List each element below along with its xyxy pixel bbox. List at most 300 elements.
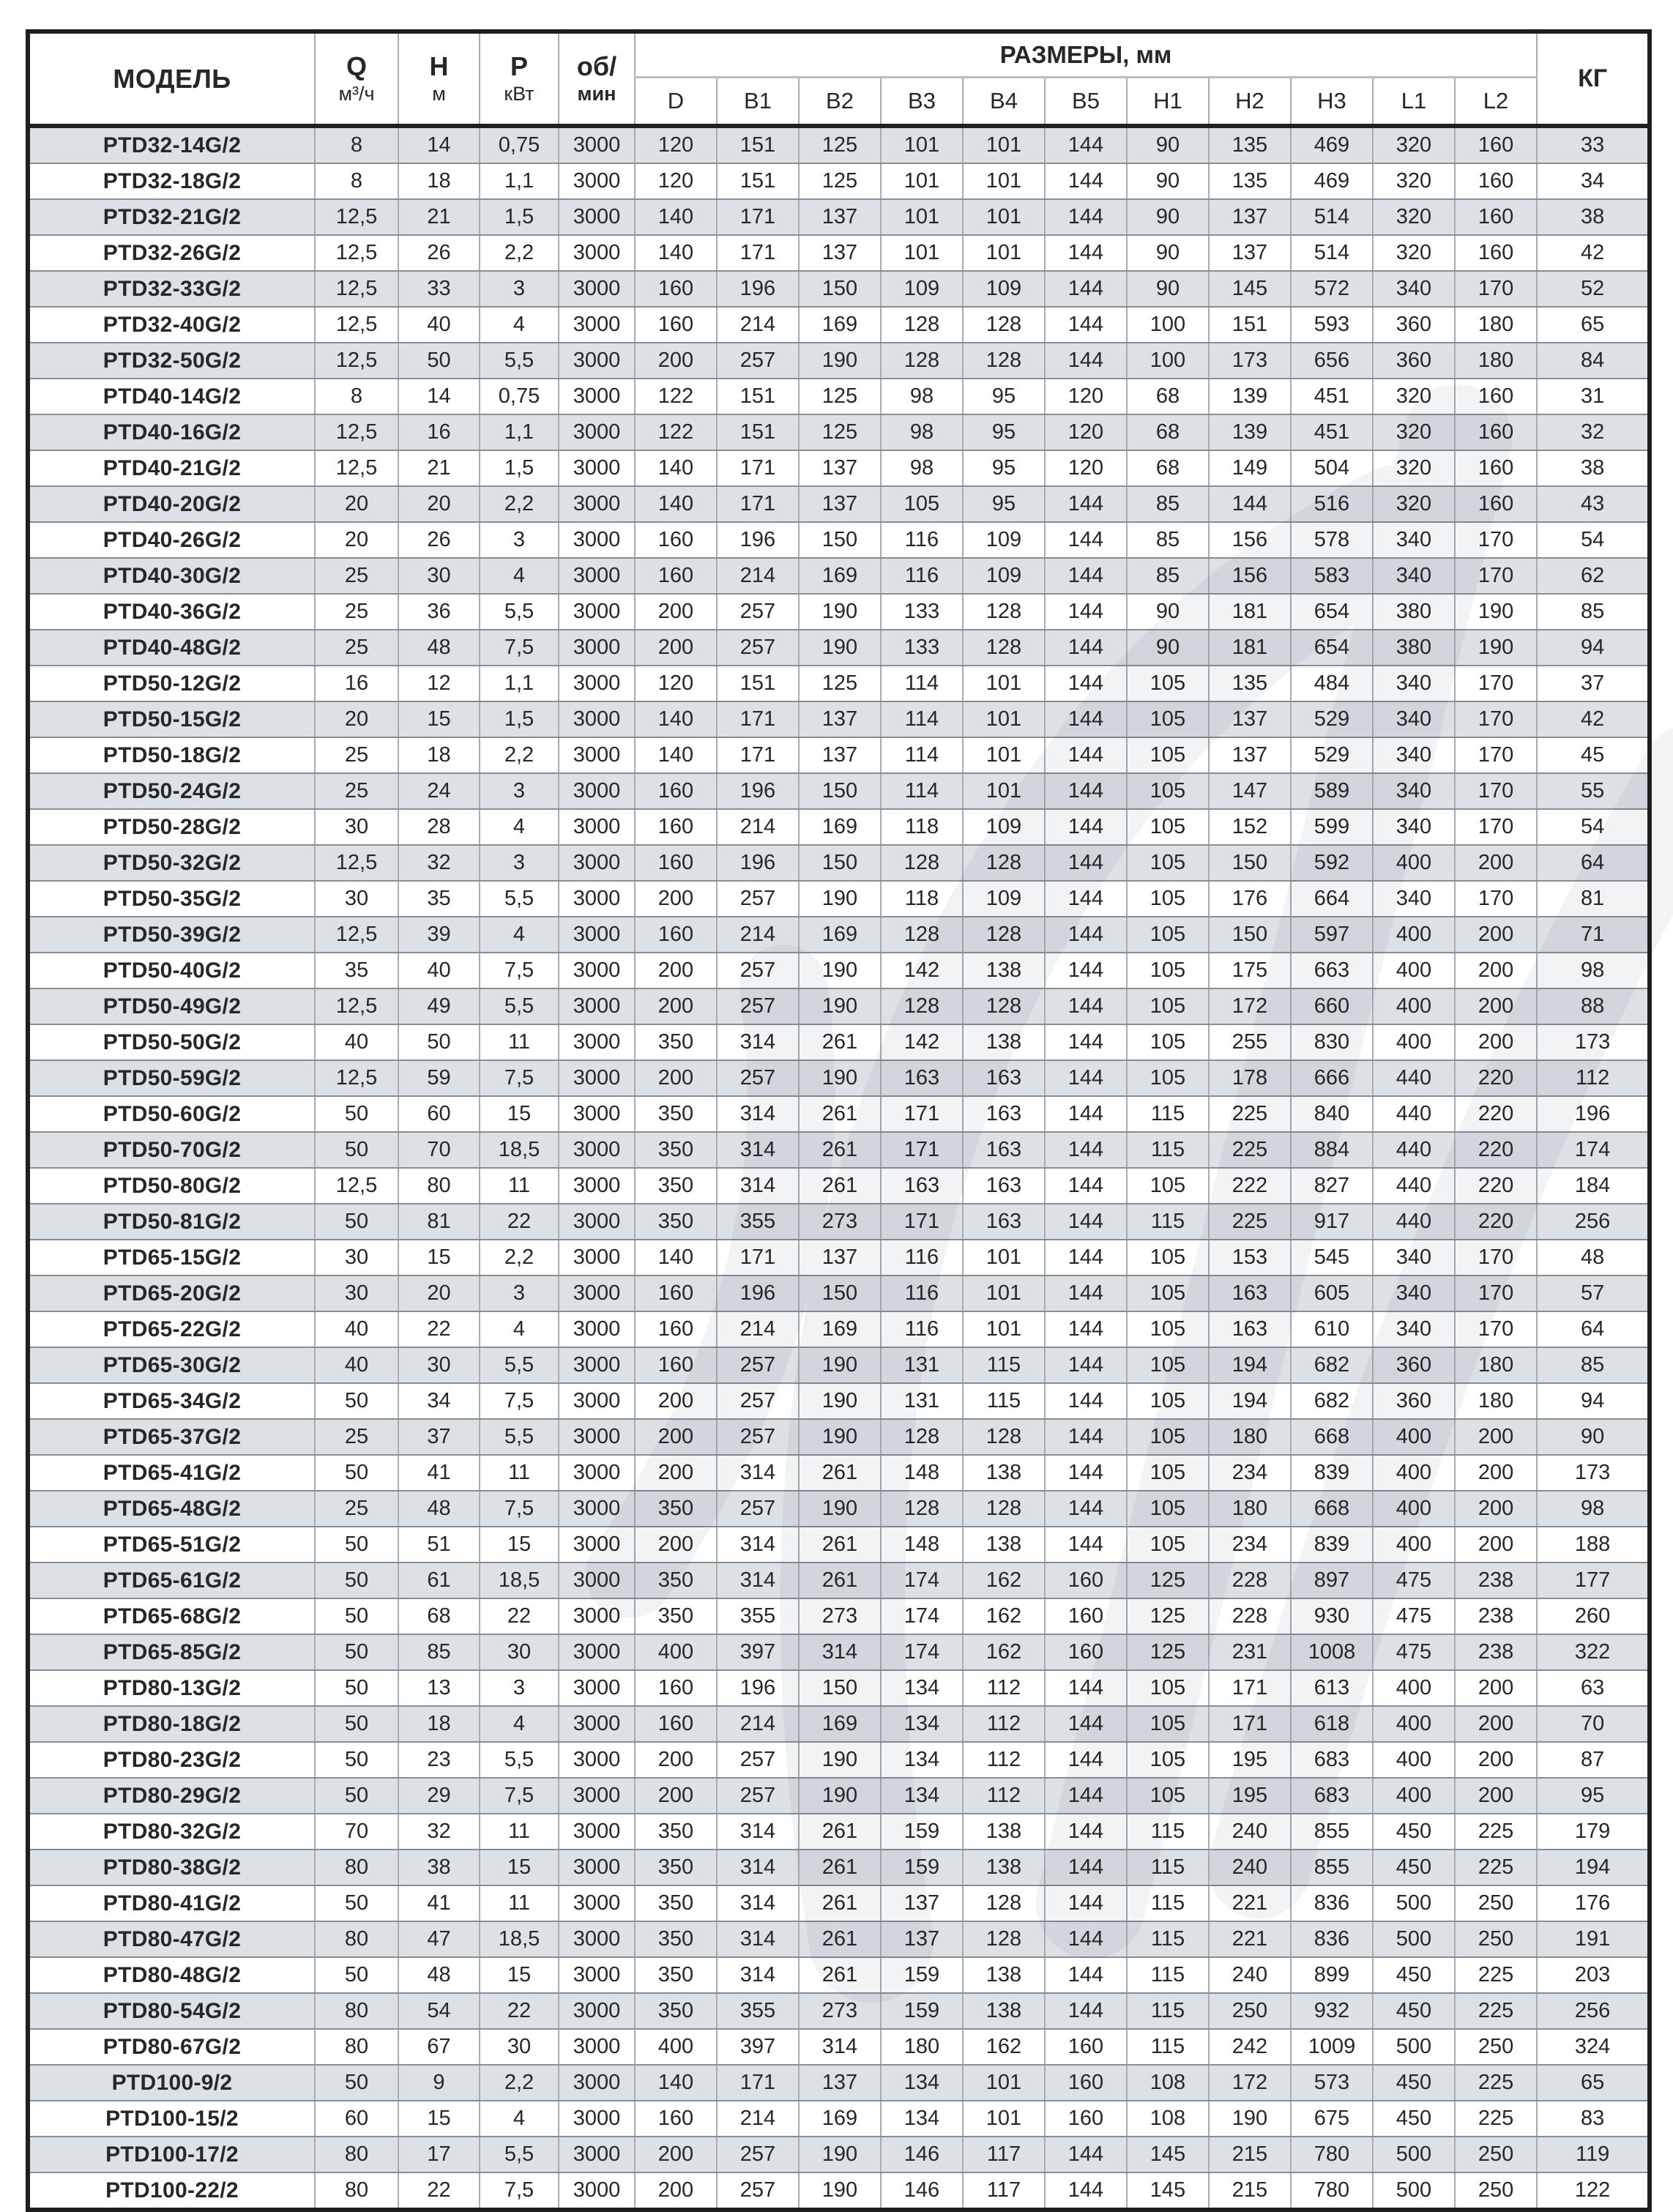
value-cell: 932 [1291,1993,1373,2029]
value-cell: 108 [1127,2065,1209,2101]
value-cell: 138 [963,1993,1045,2029]
value-cell: 214 [717,307,799,343]
value-cell: 355 [717,1204,799,1240]
value-cell: 50 [315,2065,398,2101]
value-cell: 160 [1455,486,1537,522]
value-cell: 117 [963,2172,1045,2210]
value-cell: 145 [1127,2137,1209,2172]
value-cell: 255 [1209,1024,1291,1060]
value-cell: 90 [1537,1419,1650,1455]
value-cell: 85 [1127,522,1209,558]
value-cell: 3000 [559,1347,635,1383]
value-cell: 60 [398,1096,480,1132]
model-cell: PTD50-49G/2 [28,988,315,1024]
value-cell: 3000 [559,1742,635,1778]
value-cell: 159 [881,1814,963,1850]
value-cell: 450 [1373,2065,1455,2101]
value-cell: 350 [635,1096,717,1132]
value-cell: 52 [1537,271,1650,307]
table-row [28,1527,1650,1563]
value-cell: 101 [963,737,1045,773]
value-cell: 146 [881,2172,963,2210]
value-cell: 88 [1537,988,1650,1024]
value-cell: 12,5 [315,307,398,343]
table-row [28,1778,1650,1814]
value-cell: 250 [1455,1921,1537,1957]
value-cell: 128 [963,988,1045,1024]
value-cell: 70 [398,1132,480,1168]
value-cell: 593 [1291,307,1373,343]
value-cell: 160 [635,558,717,594]
value-cell: 105 [1127,1455,1209,1491]
table-row [28,450,1650,486]
value-cell: 163 [1209,1311,1291,1347]
value-cell: 500 [1373,1921,1455,1957]
value-cell: 1,5 [480,199,559,235]
value-cell: 160 [1455,450,1537,486]
value-cell: 25 [315,737,398,773]
value-cell: 101 [963,773,1045,809]
value-cell: 65 [1537,2065,1650,2101]
value-cell: 115 [963,1383,1045,1419]
value-cell: 12,5 [315,1168,398,1204]
model-cell: PTD80-67G/2 [28,2029,315,2065]
value-cell: 144 [1045,1742,1127,1778]
value-cell: 0,75 [480,379,559,414]
rpm-unit-label: мин [577,83,616,105]
value-cell: 200 [635,953,717,988]
model-cell: PTD50-24G/2 [28,773,315,809]
value-cell: 250 [1209,1993,1291,2029]
value-cell: 85 [398,1634,480,1670]
value-cell: 190 [799,1419,881,1455]
value-cell: 475 [1373,1598,1455,1634]
value-cell: 163 [1209,1276,1291,1311]
table-row [28,594,1650,630]
model-cell: PTD80-38G/2 [28,1850,315,1885]
value-cell: 225 [1455,1814,1537,1850]
model-cell: PTD40-16G/2 [28,414,315,450]
value-cell: 146 [881,2137,963,2172]
value-cell: 3000 [559,1706,635,1742]
value-cell: 144 [1045,1096,1127,1132]
value-cell: 314 [717,1096,799,1132]
value-cell: 112 [963,1742,1045,1778]
value-cell: 105 [1127,1347,1209,1383]
value-cell: 196 [717,271,799,307]
model-cell: PTD80-41G/2 [28,1885,315,1921]
value-cell: 171 [717,450,799,486]
value-cell: 190 [799,1383,881,1419]
value-cell: 188 [1537,1527,1650,1563]
value-cell: 128 [963,1921,1045,1957]
value-cell: 3000 [559,2065,635,2101]
value-cell: 105 [1127,1491,1209,1527]
value-cell: 144 [1045,163,1127,199]
value-cell: 90 [1127,126,1209,163]
value-cell: 163 [963,1132,1045,1168]
value-cell: 15 [480,1850,559,1885]
value-cell: 181 [1209,630,1291,666]
value-cell: 120 [1045,450,1127,486]
value-cell: 180 [1209,1491,1291,1527]
power-label: Р [510,51,528,82]
value-cell: 200 [635,343,717,379]
value-cell: 400 [1373,1455,1455,1491]
value-cell: 55 [1537,773,1650,809]
value-cell: 234 [1209,1455,1291,1491]
column-header-H1: H1 [1127,78,1209,127]
value-cell: 105 [1127,1240,1209,1276]
value-cell: 836 [1291,1921,1373,1957]
value-cell: 3000 [559,594,635,630]
value-cell: 190 [799,343,881,379]
value-cell: 40 [315,1024,398,1060]
column-header-B5: B5 [1045,78,1127,127]
model-cell: PTD40-30G/2 [28,558,315,594]
value-cell: 101 [881,199,963,235]
value-cell: 160 [635,522,717,558]
value-cell: 200 [1455,1527,1537,1563]
value-cell: 137 [799,2065,881,2101]
value-cell: 3000 [559,522,635,558]
value-cell: 400 [1373,1024,1455,1060]
value-cell: 3000 [559,163,635,199]
value-cell: 115 [1127,1993,1209,2029]
model-cell: PTD32-14G/2 [28,126,315,163]
value-cell: 109 [963,271,1045,307]
value-cell: 683 [1291,1778,1373,1814]
value-cell: 3000 [559,666,635,701]
value-cell: 1,5 [480,450,559,486]
value-cell: 135 [1209,126,1291,163]
value-cell: 137 [799,235,881,271]
value-cell: 128 [881,1491,963,1527]
value-cell: 170 [1455,558,1537,594]
value-cell: 360 [1373,343,1455,379]
value-cell: 144 [1045,1419,1127,1455]
table-row [28,1885,1650,1921]
value-cell: 200 [635,881,717,917]
value-cell: 240 [1209,1814,1291,1850]
value-cell: 174 [881,1563,963,1598]
value-cell: 400 [635,2029,717,2065]
table-row [28,1347,1650,1383]
value-cell: 140 [635,199,717,235]
value-cell: 151 [717,163,799,199]
value-cell: 63 [1537,1670,1650,1706]
value-cell: 200 [635,2172,717,2210]
value-cell: 12,5 [315,1060,398,1096]
table-row [28,1132,1650,1168]
value-cell: 257 [717,1778,799,1814]
value-cell: 597 [1291,917,1373,953]
value-cell: 780 [1291,2172,1373,2210]
value-cell: 231 [1209,1634,1291,1670]
value-cell: 144 [1045,1993,1127,2029]
value-cell: 115 [1127,1921,1209,1957]
value-cell: 214 [717,2101,799,2137]
model-cell: PTD65-22G/2 [28,1311,315,1347]
value-cell: 3000 [559,1527,635,1563]
value-cell: 440 [1373,1204,1455,1240]
value-cell: 190 [799,953,881,988]
value-cell: 144 [1045,2137,1127,2172]
value-cell: 238 [1455,1598,1537,1634]
value-cell: 340 [1373,881,1455,917]
value-cell: 147 [1209,773,1291,809]
column-header-model: МОДЕЛЬ [28,31,315,126]
value-cell: 220 [1455,1132,1537,1168]
value-cell: 2,2 [480,737,559,773]
value-cell: 48 [398,630,480,666]
value-cell: 18,5 [480,1563,559,1598]
value-cell: 30 [315,881,398,917]
value-cell: 13 [398,1670,480,1706]
value-cell: 144 [1045,1168,1127,1204]
model-cell: PTD65-51G/2 [28,1527,315,1563]
value-cell: 355 [717,1993,799,2029]
value-cell: 150 [1209,917,1291,953]
value-cell: 101 [963,235,1045,271]
value-cell: 125 [799,163,881,199]
value-cell: 400 [1373,1419,1455,1455]
value-cell: 100 [1127,307,1209,343]
value-cell: 180 [1209,1419,1291,1455]
value-cell: 128 [881,1419,963,1455]
table-row [28,414,1650,450]
model-cell: PTD50-15G/2 [28,701,315,737]
value-cell: 159 [881,1850,963,1885]
value-cell: 128 [881,307,963,343]
value-cell: 200 [1455,1491,1537,1527]
value-cell: 484 [1291,666,1373,701]
value-cell: 160 [635,1706,717,1742]
value-cell: 160 [635,2101,717,2137]
value-cell: 115 [1127,2029,1209,2065]
value-cell: 115 [1127,1957,1209,1993]
value-cell: 48 [398,1957,480,1993]
model-cell: PTD80-54G/2 [28,1993,315,2029]
value-cell: 138 [963,1850,1045,1885]
value-cell: 128 [963,630,1045,666]
value-cell: 85 [1537,594,1650,630]
value-cell: 174 [881,1634,963,1670]
value-cell: 682 [1291,1383,1373,1419]
value-cell: 839 [1291,1527,1373,1563]
value-cell: 8 [315,163,398,199]
model-cell: PTD50-59G/2 [28,1060,315,1096]
value-cell: 190 [799,1491,881,1527]
value-cell: 314 [717,1921,799,1957]
value-cell: 3000 [559,917,635,953]
value-cell: 95 [963,450,1045,486]
model-cell: PTD50-80G/2 [28,1168,315,1204]
model-cell: PTD100-22/2 [28,2172,315,2210]
value-cell: 242 [1209,2029,1291,2065]
model-cell: PTD65-68G/2 [28,1598,315,1634]
value-cell: 225 [1209,1096,1291,1132]
value-cell: 80 [315,1850,398,1885]
value-cell: 160 [635,917,717,953]
value-cell: 16 [398,414,480,450]
value-cell: 64 [1537,1311,1650,1347]
value-cell: 14 [398,126,480,163]
model-cell: PTD32-21G/2 [28,199,315,235]
value-cell: 140 [635,737,717,773]
value-cell: 105 [1127,917,1209,953]
value-cell: 840 [1291,1096,1373,1132]
value-cell: 169 [799,809,881,845]
value-cell: 134 [881,1670,963,1706]
value-cell: 3000 [559,1598,635,1634]
value-cell: 261 [799,1024,881,1060]
table-row [28,917,1650,953]
value-cell: 22 [398,2172,480,2210]
value-cell: 12,5 [315,988,398,1024]
value-cell: 170 [1455,701,1537,737]
value-cell: 350 [635,1957,717,1993]
value-cell: 160 [1455,379,1537,414]
value-cell: 225 [1455,1850,1537,1885]
value-cell: 120 [635,126,717,163]
value-cell: 54 [1537,809,1650,845]
column-header-B4: B4 [963,78,1045,127]
value-cell: 144 [1045,522,1127,558]
value-cell: 144 [1045,1670,1127,1706]
value-cell: 578 [1291,522,1373,558]
value-cell: 171 [1209,1706,1291,1742]
value-cell: 380 [1373,594,1455,630]
value-cell: 666 [1291,1060,1373,1096]
value-cell: 380 [1373,630,1455,666]
value-cell: 65 [1537,307,1650,343]
model-cell: PTD80-47G/2 [28,1921,315,1957]
value-cell: 3000 [559,1850,635,1885]
value-cell: 140 [635,450,717,486]
value-cell: 150 [1209,845,1291,881]
value-cell: 170 [1455,809,1537,845]
value-cell: 71 [1537,917,1650,953]
value-cell: 144 [1045,917,1127,953]
value-cell: 120 [635,163,717,199]
value-cell: 125 [1127,1563,1209,1598]
table-row [28,1634,1650,1670]
value-cell: 194 [1209,1383,1291,1419]
value-cell: 116 [881,558,963,594]
value-cell: 160 [635,773,717,809]
model-cell: PTD65-61G/2 [28,1563,315,1598]
value-cell: 137 [799,450,881,486]
value-cell: 144 [1045,773,1127,809]
value-cell: 144 [1045,486,1127,522]
value-cell: 190 [1209,2101,1291,2137]
value-cell: 140 [635,2065,717,2101]
value-cell: 855 [1291,1850,1373,1885]
value-cell: 138 [963,1527,1045,1563]
value-cell: 109 [963,881,1045,917]
value-cell: 37 [398,1419,480,1455]
value-cell: 170 [1455,1276,1537,1311]
value-cell: 257 [717,594,799,630]
value-cell: 180 [1455,343,1537,379]
value-cell: 400 [1373,917,1455,953]
value-cell: 134 [881,1706,963,1742]
value-cell: 314 [799,1634,881,1670]
value-cell: 257 [717,881,799,917]
value-cell: 340 [1373,666,1455,701]
value-cell: 101 [963,126,1045,163]
model-cell: PTD65-34G/2 [28,1383,315,1419]
model-cell: PTD50-12G/2 [28,666,315,701]
value-cell: 68 [398,1598,480,1634]
value-cell: 257 [717,1060,799,1096]
value-cell: 32 [398,845,480,881]
value-cell: 314 [799,2029,881,2065]
value-cell: 162 [963,1598,1045,1634]
value-cell: 225 [1455,1957,1537,1993]
value-cell: 33 [398,271,480,307]
value-cell: 137 [1209,701,1291,737]
value-cell: 668 [1291,1419,1373,1455]
table-row [28,953,1650,988]
value-cell: 101 [963,2101,1045,2137]
value-cell: 3000 [559,414,635,450]
value-cell: 220 [1455,1096,1537,1132]
value-cell: 170 [1455,773,1537,809]
value-cell: 169 [799,1311,881,1347]
value-cell: 144 [1045,343,1127,379]
value-cell: 115 [1127,1132,1209,1168]
value-cell: 83 [1537,2101,1650,2137]
value-cell: 50 [398,343,480,379]
value-cell: 133 [881,594,963,630]
value-cell: 200 [1455,953,1537,988]
value-cell: 144 [1045,594,1127,630]
value-cell: 60 [315,2101,398,2137]
table-row [28,1993,1650,2029]
value-cell: 884 [1291,1132,1373,1168]
value-cell: 120 [635,666,717,701]
value-cell: 400 [1373,1742,1455,1778]
value-cell: 3000 [559,1921,635,1957]
value-cell: 114 [881,666,963,701]
value-cell: 98 [881,414,963,450]
value-cell: 150 [799,1670,881,1706]
value-cell: 162 [963,1634,1045,1670]
value-cell: 3 [480,773,559,809]
value-cell: 101 [881,126,963,163]
value-cell: 170 [1455,271,1537,307]
value-cell: 195 [1209,1778,1291,1814]
value-cell: 3000 [559,881,635,917]
value-cell: 41 [398,1885,480,1921]
value-cell: 151 [717,414,799,450]
value-cell: 138 [963,1957,1045,1993]
value-cell: 134 [881,2065,963,2101]
value-cell: 12,5 [315,235,398,271]
value-cell: 225 [1455,2065,1537,2101]
value-cell: 101 [963,1276,1045,1311]
value-cell: 899 [1291,1957,1373,1993]
value-cell: 50 [315,1527,398,1563]
value-cell: 3000 [559,450,635,486]
value-cell: 610 [1291,1311,1373,1347]
value-cell: 830 [1291,1024,1373,1060]
value-cell: 664 [1291,881,1373,917]
value-cell: 105 [1127,701,1209,737]
value-cell: 450 [1373,1957,1455,1993]
